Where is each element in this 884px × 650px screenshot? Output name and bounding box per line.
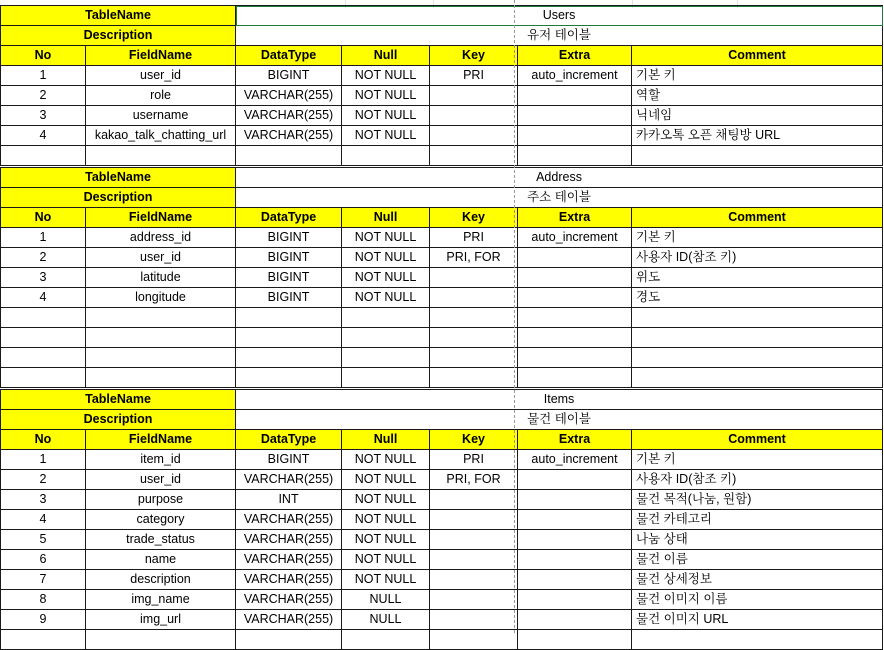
- cell-no[interactable]: 4: [1, 510, 86, 530]
- header-row: [1, 208, 883, 228]
- cell-null[interactable]: NOT NULL: [342, 66, 430, 86]
- empty-cell[interactable]: [1, 348, 86, 368]
- table-row[interactable]: [1, 228, 883, 248]
- cell-comment[interactable]: 물건 상세정보: [632, 570, 883, 590]
- cell-no[interactable]: 3: [1, 106, 86, 126]
- cell-no[interactable]: 4: [1, 126, 86, 146]
- cell-extra[interactable]: [518, 610, 632, 630]
- cell-comment[interactable]: 닉네임: [632, 106, 883, 126]
- cell-fieldname[interactable]: user_id: [86, 470, 236, 490]
- cell-datatype[interactable]: VARCHAR(255): [236, 570, 342, 590]
- cell-extra[interactable]: [518, 570, 632, 590]
- cell-comment[interactable]: 기본 키: [632, 228, 883, 248]
- table-row[interactable]: [1, 268, 883, 288]
- cell-extra[interactable]: [518, 510, 632, 530]
- cell-extra[interactable]: [518, 470, 632, 490]
- cell-no[interactable]: 3: [1, 490, 86, 510]
- empty-cell[interactable]: [430, 368, 518, 388]
- cell-fieldname[interactable]: name: [86, 550, 236, 570]
- header-key: Key: [430, 430, 518, 450]
- cell-null[interactable]: NOT NULL: [342, 288, 430, 308]
- description-label: Description: [1, 26, 236, 46]
- empty-cell[interactable]: [342, 328, 430, 348]
- empty-cell[interactable]: [632, 308, 883, 328]
- header-comment: Comment: [632, 430, 883, 450]
- table-name-row: [1, 6, 883, 26]
- table-row[interactable]: [1, 590, 883, 610]
- table-row[interactable]: [1, 248, 883, 268]
- header-no: No: [1, 208, 86, 228]
- header-row: [1, 430, 883, 450]
- description-row: [1, 26, 883, 46]
- cell-extra[interactable]: [518, 126, 632, 146]
- empty-row[interactable]: [1, 328, 883, 348]
- empty-cell[interactable]: [518, 328, 632, 348]
- empty-cell[interactable]: [1, 308, 86, 328]
- table-row[interactable]: [1, 126, 883, 146]
- table-row[interactable]: [1, 86, 883, 106]
- schema-table-address: [0, 167, 883, 388]
- cell-comment[interactable]: 물건 이미지 URL: [632, 610, 883, 630]
- cell-no[interactable]: 9: [1, 610, 86, 630]
- cell-extra[interactable]: [518, 590, 632, 610]
- empty-cell[interactable]: [632, 348, 883, 368]
- empty-cell[interactable]: [236, 348, 342, 368]
- cell-null[interactable]: NOT NULL: [342, 228, 430, 248]
- cell-datatype[interactable]: BIGINT: [236, 268, 342, 288]
- empty-cell[interactable]: [342, 146, 430, 166]
- cell-no[interactable]: 2: [1, 248, 86, 268]
- cell-extra[interactable]: [518, 288, 632, 308]
- empty-cell[interactable]: [430, 308, 518, 328]
- cell-fieldname[interactable]: longitude: [86, 288, 236, 308]
- cell-extra[interactable]: [518, 530, 632, 550]
- table-row[interactable]: [1, 550, 883, 570]
- header-comment: Comment: [632, 46, 883, 66]
- header-row: [1, 46, 883, 66]
- empty-cell[interactable]: [632, 368, 883, 388]
- empty-cell[interactable]: [86, 146, 236, 166]
- cell-datatype[interactable]: VARCHAR(255): [236, 510, 342, 530]
- empty-cell[interactable]: [518, 308, 632, 328]
- cell-fieldname[interactable]: user_id: [86, 248, 236, 268]
- cell-comment[interactable]: 사용자 ID(참조 키): [632, 470, 883, 490]
- cell-fieldname[interactable]: description: [86, 570, 236, 590]
- cell-fieldname[interactable]: purpose: [86, 490, 236, 510]
- cell-datatype[interactable]: BIGINT: [236, 450, 342, 470]
- cell-key[interactable]: [430, 550, 518, 570]
- cell-null[interactable]: NOT NULL: [342, 490, 430, 510]
- cell-datatype[interactable]: VARCHAR(255): [236, 106, 342, 126]
- cell-extra[interactable]: [518, 86, 632, 106]
- header-comment: Comment: [632, 208, 883, 228]
- cell-extra[interactable]: [518, 268, 632, 288]
- table-name-row: [1, 168, 883, 188]
- cell-no[interactable]: 5: [1, 530, 86, 550]
- page-break-guide: [514, 0, 515, 633]
- header-key: Key: [430, 46, 518, 66]
- cell-key[interactable]: PRI, FOR: [430, 470, 518, 490]
- cell-comment[interactable]: 경도: [632, 288, 883, 308]
- cell-key[interactable]: [430, 590, 518, 610]
- empty-cell[interactable]: [1, 368, 86, 388]
- cell-fieldname[interactable]: kakao_talk_chatting_url: [86, 126, 236, 146]
- cell-comment[interactable]: 나눔 상태: [632, 530, 883, 550]
- cell-datatype[interactable]: BIGINT: [236, 66, 342, 86]
- cell-comment[interactable]: 기본 키: [632, 450, 883, 470]
- schema-table-items: [0, 389, 883, 650]
- header-null: Null: [342, 46, 430, 66]
- cell-null[interactable]: NOT NULL: [342, 570, 430, 590]
- table-row[interactable]: [1, 106, 883, 126]
- empty-row[interactable]: [1, 146, 883, 166]
- cell-no[interactable]: 1: [1, 66, 86, 86]
- empty-row[interactable]: [1, 368, 883, 388]
- empty-cell[interactable]: [86, 368, 236, 388]
- cell-fieldname[interactable]: username: [86, 106, 236, 126]
- empty-cell[interactable]: [430, 348, 518, 368]
- cell-no[interactable]: 1: [1, 228, 86, 248]
- empty-cell[interactable]: [632, 328, 883, 348]
- empty-cell[interactable]: [342, 348, 430, 368]
- cell-datatype[interactable]: BIGINT: [236, 248, 342, 268]
- cell-fieldname[interactable]: img_name: [86, 590, 236, 610]
- cell-key[interactable]: [430, 510, 518, 530]
- header-datatype: DataType: [236, 208, 342, 228]
- header-datatype: DataType: [236, 46, 342, 66]
- header-fieldname: FieldName: [86, 208, 236, 228]
- header-fieldname: FieldName: [86, 46, 236, 66]
- empty-cell[interactable]: [518, 368, 632, 388]
- cell-datatype[interactable]: INT: [236, 490, 342, 510]
- table-name-value[interactable]: Users: [236, 6, 883, 26]
- cell-null[interactable]: NULL: [342, 610, 430, 630]
- table-name-label: TableName: [1, 168, 236, 188]
- cell-key[interactable]: PRI: [430, 228, 518, 248]
- cell-null[interactable]: NOT NULL: [342, 530, 430, 550]
- cell-key[interactable]: PRI: [430, 66, 518, 86]
- cell-fieldname[interactable]: role: [86, 86, 236, 106]
- cell-extra[interactable]: [518, 106, 632, 126]
- header-extra: Extra: [518, 430, 632, 450]
- cell-null[interactable]: NOT NULL: [342, 126, 430, 146]
- header-extra: Extra: [518, 46, 632, 66]
- cell-datatype[interactable]: VARCHAR(255): [236, 550, 342, 570]
- cell-fieldname[interactable]: user_id: [86, 66, 236, 86]
- cell-key[interactable]: PRI: [430, 450, 518, 470]
- cell-datatype[interactable]: VARCHAR(255): [236, 610, 342, 630]
- cell-extra[interactable]: [518, 550, 632, 570]
- description-value[interactable]: 유저 테이블: [236, 26, 883, 46]
- cell-extra[interactable]: [518, 248, 632, 268]
- cell-comment[interactable]: 위도: [632, 268, 883, 288]
- cell-key[interactable]: [430, 610, 518, 630]
- cell-key[interactable]: [430, 126, 518, 146]
- cell-datatype[interactable]: BIGINT: [236, 228, 342, 248]
- cell-comment[interactable]: 카카오톡 오픈 채팅방 URL: [632, 126, 883, 146]
- empty-cell[interactable]: [430, 146, 518, 166]
- table-row[interactable]: [1, 570, 883, 590]
- cell-comment[interactable]: 역할: [632, 86, 883, 106]
- cell-null[interactable]: NOT NULL: [342, 248, 430, 268]
- empty-cell[interactable]: [236, 328, 342, 348]
- table-name-value[interactable]: Items: [236, 390, 883, 410]
- cell-extra[interactable]: auto_increment: [518, 228, 632, 248]
- cell-comment[interactable]: 사용자 ID(참조 키): [632, 248, 883, 268]
- schema-table-users: [0, 5, 883, 166]
- cell-null[interactable]: NULL: [342, 590, 430, 610]
- cell-datatype[interactable]: VARCHAR(255): [236, 126, 342, 146]
- empty-cell[interactable]: [236, 308, 342, 328]
- cell-key[interactable]: [430, 570, 518, 590]
- empty-cell[interactable]: [518, 146, 632, 166]
- cell-null[interactable]: NOT NULL: [342, 470, 430, 490]
- table-row[interactable]: [1, 470, 883, 490]
- cell-null[interactable]: NOT NULL: [342, 106, 430, 126]
- description-row: [1, 410, 883, 430]
- cell-no[interactable]: 3: [1, 268, 86, 288]
- empty-cell[interactable]: [342, 368, 430, 388]
- cell-comment[interactable]: 물건 이름: [632, 550, 883, 570]
- header-extra: Extra: [518, 208, 632, 228]
- cell-extra[interactable]: [518, 490, 632, 510]
- description-label: Description: [1, 410, 236, 430]
- cell-null[interactable]: NOT NULL: [342, 268, 430, 288]
- empty-cell[interactable]: [86, 308, 236, 328]
- cell-null[interactable]: NOT NULL: [342, 550, 430, 570]
- header-no: No: [1, 430, 86, 450]
- cell-datatype[interactable]: VARCHAR(255): [236, 590, 342, 610]
- empty-cell[interactable]: [430, 328, 518, 348]
- cell-comment[interactable]: 물건 카테고리: [632, 510, 883, 530]
- cell-key[interactable]: PRI, FOR: [430, 248, 518, 268]
- cell-datatype[interactable]: VARCHAR(255): [236, 470, 342, 490]
- cell-no[interactable]: 2: [1, 86, 86, 106]
- cell-no[interactable]: 2: [1, 470, 86, 490]
- description-label: Description: [1, 188, 236, 208]
- table-row[interactable]: [1, 530, 883, 550]
- table-name-value[interactable]: Address: [236, 168, 883, 188]
- cell-no[interactable]: 1: [1, 450, 86, 470]
- cell-no[interactable]: 6: [1, 550, 86, 570]
- cell-comment[interactable]: 물건 목적(나눔, 원함): [632, 490, 883, 510]
- header-datatype: DataType: [236, 430, 342, 450]
- table-row[interactable]: [1, 610, 883, 630]
- header-null: Null: [342, 430, 430, 450]
- cell-datatype[interactable]: VARCHAR(255): [236, 530, 342, 550]
- cell-fieldname[interactable]: latitude: [86, 268, 236, 288]
- table-row[interactable]: [1, 288, 883, 308]
- table-row[interactable]: [1, 490, 883, 510]
- table-name-label: TableName: [1, 390, 236, 410]
- empty-cell[interactable]: [632, 146, 883, 166]
- empty-cell[interactable]: [86, 348, 236, 368]
- cell-key[interactable]: [430, 530, 518, 550]
- cell-key[interactable]: [430, 106, 518, 126]
- cell-fieldname[interactable]: trade_status: [86, 530, 236, 550]
- cell-key[interactable]: [430, 288, 518, 308]
- cell-comment[interactable]: 물건 이미지 이름: [632, 590, 883, 610]
- cell-fieldname[interactable]: img_url: [86, 610, 236, 630]
- table-row[interactable]: [1, 66, 883, 86]
- cell-no[interactable]: 7: [1, 570, 86, 590]
- header-key: Key: [430, 208, 518, 228]
- table-row[interactable]: [1, 450, 883, 470]
- cell-datatype[interactable]: VARCHAR(255): [236, 86, 342, 106]
- header-fieldname: FieldName: [86, 430, 236, 450]
- description-value[interactable]: 주소 테이블: [236, 188, 883, 208]
- empty-cell[interactable]: [236, 368, 342, 388]
- empty-cell[interactable]: [1, 146, 86, 166]
- header-null: Null: [342, 208, 430, 228]
- cell-key[interactable]: [430, 490, 518, 510]
- description-value[interactable]: 물건 테이블: [236, 410, 883, 430]
- cell-null[interactable]: NOT NULL: [342, 450, 430, 470]
- empty-cell[interactable]: [342, 308, 430, 328]
- cell-comment[interactable]: 기본 키: [632, 66, 883, 86]
- cell-null[interactable]: NOT NULL: [342, 510, 430, 530]
- cell-extra[interactable]: auto_increment: [518, 66, 632, 86]
- table-name-row: [1, 390, 883, 410]
- cell-no[interactable]: 4: [1, 288, 86, 308]
- empty-cell[interactable]: [236, 146, 342, 166]
- empty-cell[interactable]: [518, 348, 632, 368]
- empty-cell[interactable]: [86, 328, 236, 348]
- cell-no[interactable]: 8: [1, 590, 86, 610]
- cell-null[interactable]: NOT NULL: [342, 86, 430, 106]
- header-no: No: [1, 46, 86, 66]
- table-name-label: TableName: [1, 6, 236, 26]
- cell-fieldname[interactable]: category: [86, 510, 236, 530]
- empty-row[interactable]: [1, 348, 883, 368]
- table-row[interactable]: [1, 510, 883, 530]
- empty-row[interactable]: [1, 308, 883, 328]
- cell-key[interactable]: [430, 86, 518, 106]
- cell-datatype[interactable]: BIGINT: [236, 288, 342, 308]
- cell-extra[interactable]: auto_increment: [518, 450, 632, 470]
- empty-cell[interactable]: [1, 328, 86, 348]
- cell-fieldname[interactable]: address_id: [86, 228, 236, 248]
- cell-fieldname[interactable]: item_id: [86, 450, 236, 470]
- description-row: [1, 188, 883, 208]
- cell-key[interactable]: [430, 268, 518, 288]
